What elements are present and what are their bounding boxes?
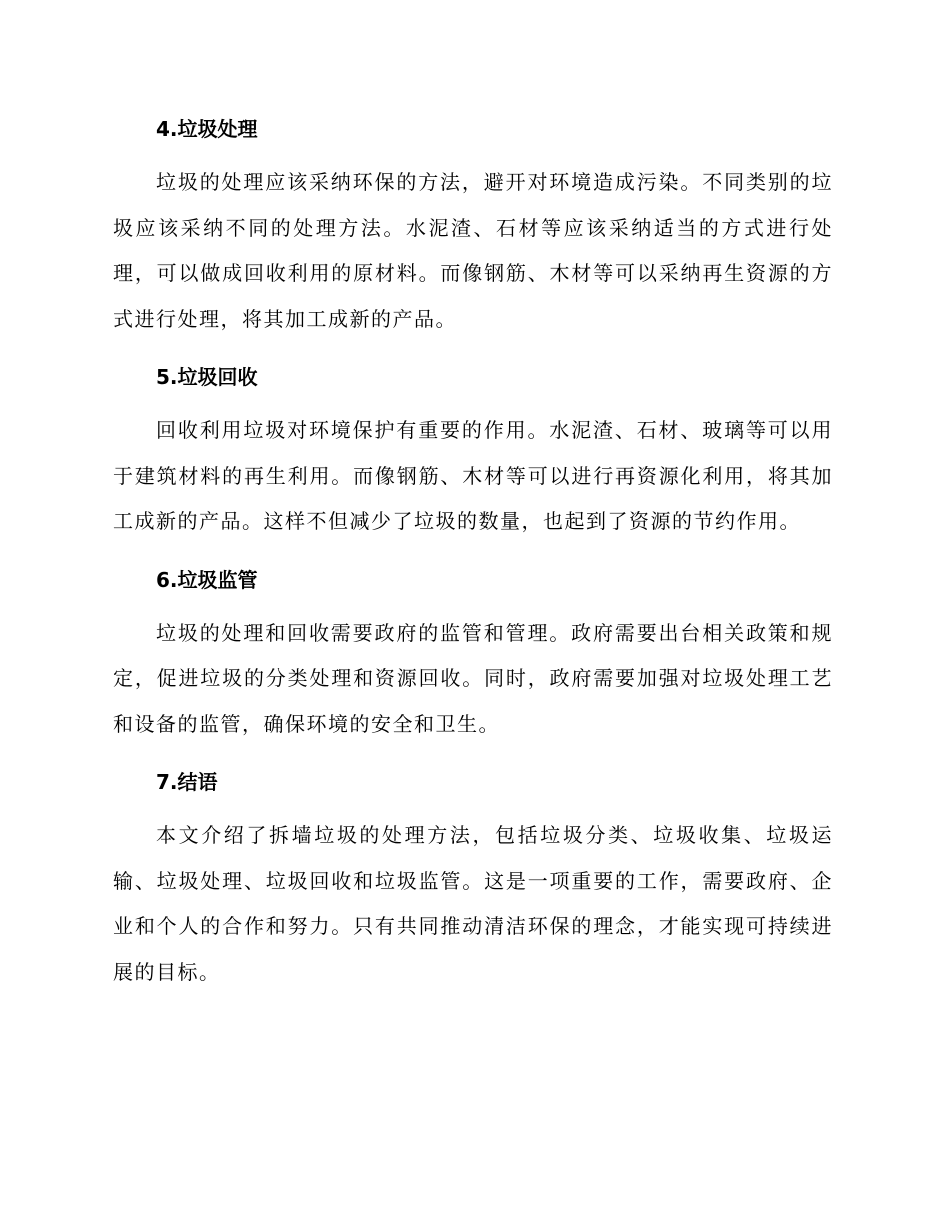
section-garbage-processing — [113, 106, 833, 342]
section-paragraph: 垃圾的处理应该采纳环保的方法，避开对环境造成污染。不同类别的垃圾应该采纳不同的处理方法。水泥渣、石材等应该采纳适当的方式进行处理，可以做成回收利用的原材料。而像钢筋、木材等可以采纳再生资源的方式进行处理，将其加工成新的产品。 — [113, 170, 833, 331]
section-paragraph: 回收利用垃圾对环境保护有重要的作用。水泥渣、石材、玻璃等可以用于建筑材料的再生利用。而像钢筋、木材等可以进行再资源化利用，将其加工成新的产品。这样不但减少了垃圾的数量，也起到了资源的节约作用。 — [113, 418, 833, 533]
section-paragraph: 垃圾的处理和回收需要政府的监管和管理。政府需要出台相关政策和规定，促进垃圾的分类处理和资源回收。同时，政府需要加强对垃圾处理工艺和设备的监管，确保环境的安全和卫生。 — [113, 620, 833, 736]
section-heading: 5.垃圾回收 — [156, 365, 258, 389]
section-heading: 6.垃圾监管 — [156, 567, 258, 592]
section-heading: 4.垃圾处理 — [156, 117, 258, 141]
document-body — [113, 106, 833, 1007]
section-garbage-recycling — [113, 354, 833, 545]
section-heading: 7.结语 — [156, 770, 218, 794]
section-paragraph: 本文介绍了拆墙垃圾的处理方法，包括垃圾分类、垃圾收集、垃圾运输、垃圾处理、垃圾回收和垃圾监管。这是一项重要的工作，需要政府、企业和个人的合作和努力。只有共同推动清洁环保的理念，才能实现可持续进展的目标。 — [113, 823, 833, 984]
section-garbage-supervision — [113, 557, 833, 748]
section-conclusion — [113, 759, 833, 995]
